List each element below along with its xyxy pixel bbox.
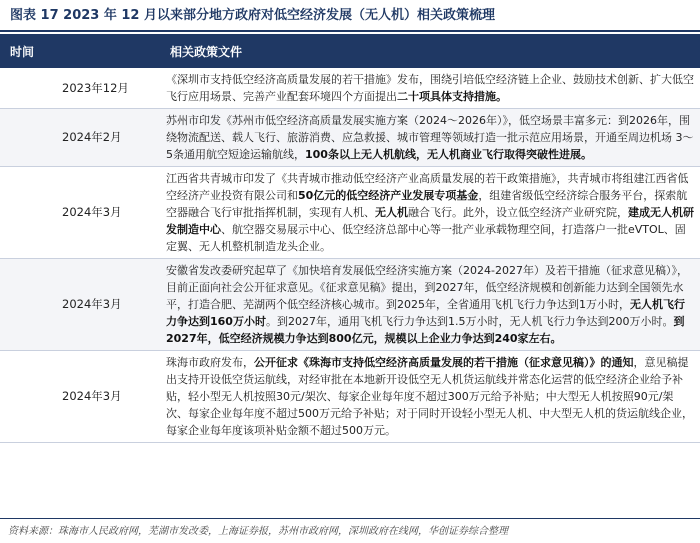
policy-table [0,34,700,443]
table-row [0,68,700,109]
policy-highlight: 公开征求《珠海市支持低空经济高质量发展的若干措施（征求意见稿）》的通知 [254,356,634,369]
row-policy-text [160,167,700,259]
source-divider [0,518,700,519]
row-time: 2024年2月 [0,109,160,167]
row-time: 2024年3月 [0,259,160,351]
row-time: 2023年12月 [0,68,160,109]
policy-highlight: 到2027年，低空经济规模力争达到800亿元，规模以上企业力争达到240家左右。 [166,315,685,345]
policy-text-segment: ，组建省级低空经济综合服务平台，探索航空器融合飞行审批指挥机制，实现有人机、 [166,189,688,219]
policy-text-segment: 、航空器交易展示中心、低空经济总部中心等一批产业承载物理空间，打造落户一批eVTOL、固定翼、无人机整机制造龙头企业。 [166,223,686,253]
source-note: 资料来源：珠海市人民政府网，芜湖市发改委，上海证券报，苏州市政府网，深圳政府在线网，华创证券综合整理 [8,526,508,537]
table-row [0,109,700,167]
policy-text-segment: 江西省共青城市印发了《共青城市推动低空经济产业高质量发展的若干政策措施》，共青城市将组建江西省低空经济产业投资有限公司和 [166,172,689,202]
policy-text-segment: 。到2027年，通用飞机飞行力争达到1.5万小时，无人机飞行力争达到200万小时。 [265,315,674,328]
column-header-policy: 相关政策文件 [160,34,700,68]
table-header-row [0,34,700,68]
row-policy-text [160,351,700,443]
policy-text-segment: 融合飞行。此外，设立低空经济产业研究院， [408,206,628,219]
row-time: 2024年3月 [0,167,160,259]
row-policy-text [160,259,700,351]
table-row [0,167,700,259]
policy-text-segment: 《深圳市支持低空经济高质量发展的若干措施》发布，围绕引培低空经济链上企业、鼓励技术创新、扩大低空飞行应用场景、完善产业配套环境四个方面提出 [166,73,694,103]
table-row [0,351,700,443]
policy-text-segment: 苏州市印发《苏州市低空经济高质量发展实施方案（2024～2026年）》，低空场景丰富多元：到2026年，围绕物流配送、载人飞行、旅游消费、应急救援、城市管理等领域打造一批示范应用场景，开通至周边机场 3～5条通用航空短途运输航线， [166,114,694,161]
title-divider [0,30,700,32]
figure-title: 图表 17 2023 年 12 月以来部分地方政府对低空经济发展（无人机）相关政策梳理 [10,8,495,23]
column-header-time: 时间 [0,34,160,68]
policy-highlight: 100条以上无人机航线，无人机商业飞行取得突破性进展。 [305,148,592,161]
row-policy-text [160,68,700,109]
table-row [0,259,700,351]
policy-text-segment: 安徽省发改委研究起草了《加快培育发展低空经济实施方案（2024-2027年）及若干措施（征求意见稿）》，目前正面向社会公开征求意见。《征求意见稿》提出，到2027年，低空经济规模和创新能力达到全国领先水平，打造合肥、芜湖两个低空经济核心城市。到2025年，全省通用飞机飞行力争达到1万小时， [166,264,688,311]
policy-highlight: 50亿元的低空经济产业发展专项基金 [298,189,479,202]
policy-text-segment: 珠海市政府发布， [166,356,254,369]
policy-text-segment: ，意见稿提出支持开设低空货运航线，对经审批在本地新开设低空无人机货运航线并常态化运营的低空经济企业给予补贴，轻小型无人机按照30元/架次、每家企业每年度不超过300万元给予补贴；中大型无人机按照90元/架次、每家企业每年度不超过500万元给予补贴；对于同时开设轻小型无人机、中大型无人机的货运航线企业，每家企业每年度该项补贴金额不超过500万元。 [166,356,693,437]
row-policy-text [160,109,700,167]
policy-highlight: 无人机 [375,206,408,219]
policy-highlight: 无人机飞行力争达到160万小时 [166,298,685,328]
policy-highlight: 二十项具体支持措施。 [397,90,507,103]
policy-highlight: 建成无人机研发制造中心 [166,206,694,236]
row-time: 2024年3月 [0,351,160,443]
